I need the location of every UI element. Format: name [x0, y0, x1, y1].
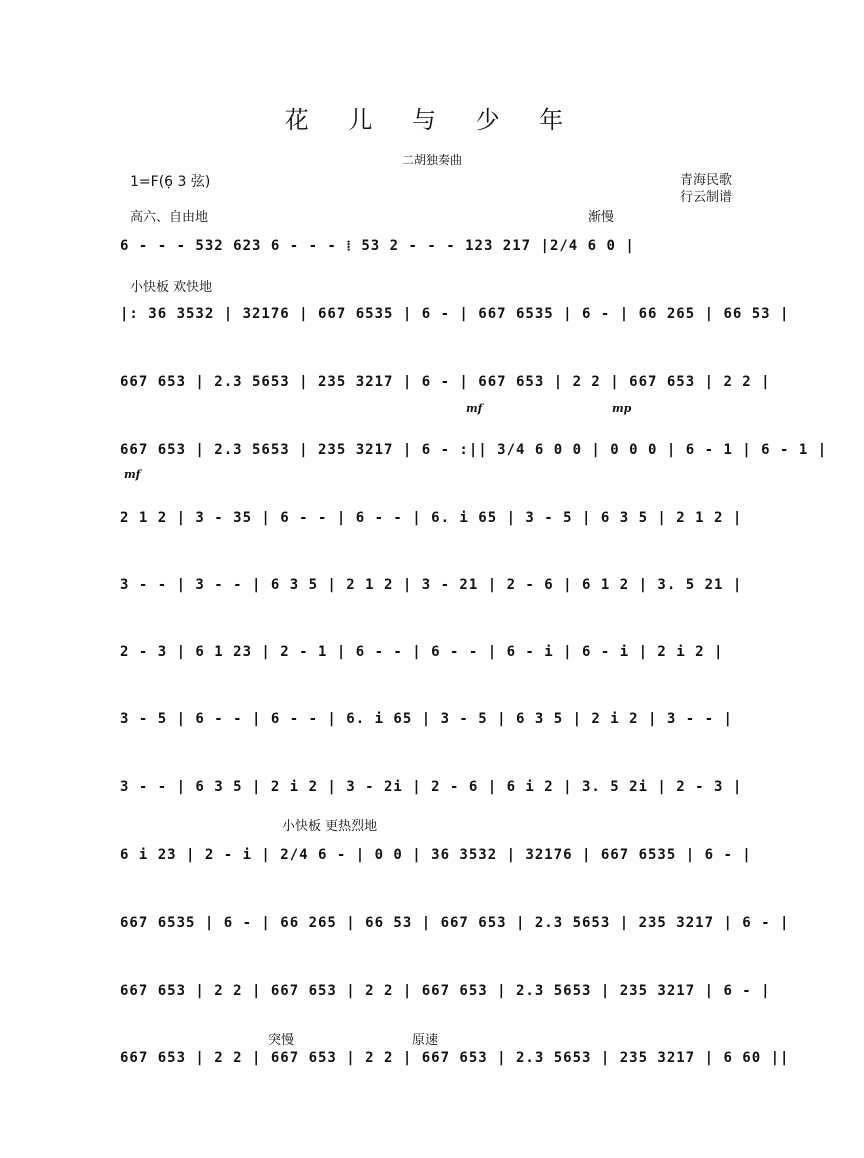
page-title: 花 儿 与 少 年: [284, 106, 580, 134]
dynamic-mark: mf: [124, 468, 141, 481]
tempo-mark: 小快板 欢快地: [130, 280, 213, 295]
subtitle: 二胡独奏曲: [401, 153, 462, 167]
origin-label: 青海民歌: [680, 173, 733, 188]
tempo-mark: 原速: [412, 1033, 439, 1048]
score-line: |: 36 3532 | 32176 | 667 6535 | 6 - | 667 6535 | 6 - | 66 265 | 66 53 |: [120, 306, 790, 322]
key-signature: 1=F(6̣ 3 弦): [130, 174, 211, 190]
score-line: 3 - - | 6 3 5 | 2 i 2 | 3 - 2i | 2 - 6 | 6 i 2 | 3. 5 2i | 2 - 3 |: [120, 779, 743, 795]
tempo-mark: 高六、自由地: [130, 210, 209, 225]
score-line: 667 653 | 2 2 | 667 653 | 2 2 | 667 653 | 2.3 5653 | 235 3217 | 6 60 ||: [120, 1050, 790, 1066]
dynamic-mark: mp: [612, 402, 632, 415]
arranger-label: 行云制谱: [680, 190, 733, 205]
score-line: 2 - 3 | 6 1 23 | 2 - 1 | 6 - - | 6 - - | 6 - i | 6 - i | 2 i 2 |: [120, 644, 724, 660]
score-line: 6 i 23 | 2 - i | 2/4 6 - | 0 0 | 36 3532 | 32176 | 667 6535 | 6 - |: [120, 847, 752, 863]
tempo-mark: 渐慢: [588, 210, 615, 225]
score-line: 6 - - - 532 623 6 - - - ⁞ 53 2 - - - 123 217 |2/4 6 0 |: [120, 238, 635, 254]
credits: [680, 172, 732, 206]
score-line: 3 - - | 3 - - | 6 3 5 | 2 1 2 | 3 - 21 | 2 - 6 | 6 1 2 | 3. 5 21 |: [120, 577, 743, 593]
score-line: 667 6535 | 6 - | 66 265 | 66 53 | 667 653 | 2.3 5653 | 235 3217 | 6 - |: [120, 915, 790, 931]
score-line: 667 653 | 2 2 | 667 653 | 2 2 | 667 653 | 2.3 5653 | 235 3217 | 6 - |: [120, 983, 771, 999]
score-line: 3 - 5 | 6 - - | 6 - - | 6. i 65 | 3 - 5 | 6 3 5 | 2 i 2 | 3 - - |: [120, 711, 733, 727]
dynamic-mark: mf: [466, 402, 483, 415]
score-line: 667 653 | 2.3 5653 | 235 3217 | 6 - :|| 3/4 6 0 0 | 0 0 0 | 6 - 1 | 6 - 1 |: [120, 442, 828, 458]
score-line: 667 653 | 2.3 5653 | 235 3217 | 6 - | 667 653 | 2 2 | 667 653 | 2 2 |: [120, 374, 771, 390]
tempo-mark: 小快板 更热烈地: [282, 819, 378, 834]
tempo-mark: 突慢: [268, 1033, 295, 1048]
score-line: 2 1 2 | 3 - 35 | 6 - - | 6 - - | 6. i 65 | 3 - 5 | 6 3 5 | 2 1 2 |: [120, 510, 743, 526]
